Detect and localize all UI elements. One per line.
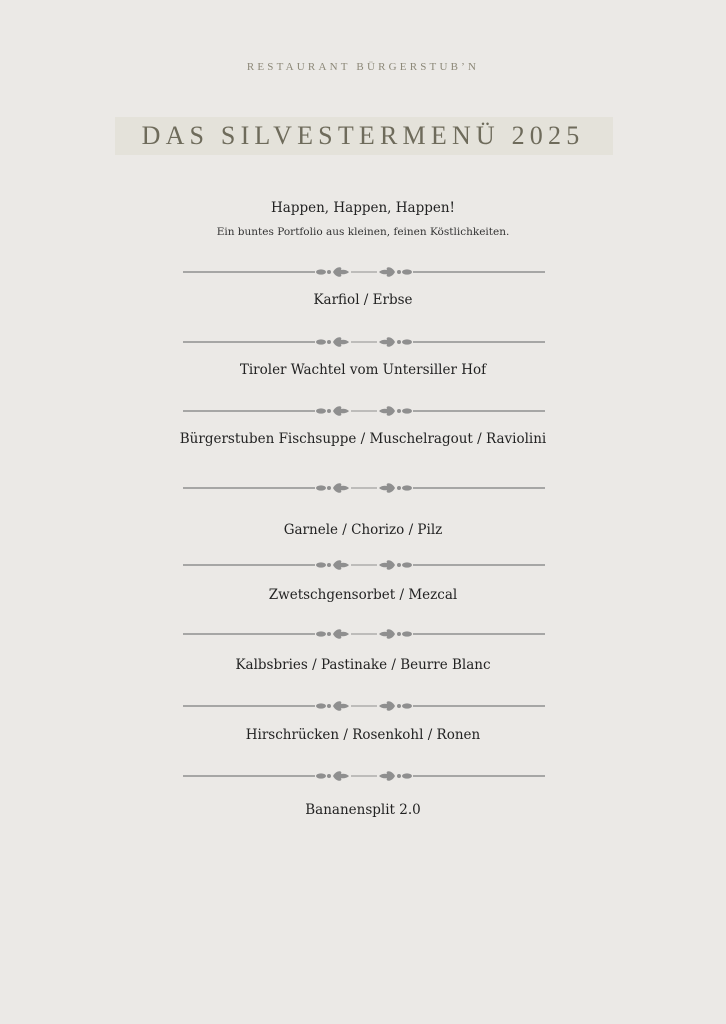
intro-title: Happen, Happen, Happen! (271, 200, 455, 216)
ornament-divider (183, 404, 545, 418)
course-item: Garnele / Chorizo / Pilz (283, 522, 443, 538)
course-item: Hirschrücken / Rosenkohl / Ronen (245, 727, 481, 743)
course-item: Bürgerstuben Fischsuppe / Muschelragout / Raviolini (179, 431, 547, 447)
ornament-divider (183, 769, 545, 783)
course-item: Bananensplit 2.0 (305, 802, 421, 818)
ornament-divider (183, 335, 545, 349)
course-item: Zwetschgensorbet / Mezcal (268, 587, 458, 603)
ornament-divider (183, 481, 545, 495)
course-item: Kalbsbries / Pastinake / Beurre Blanc (235, 657, 491, 673)
menu-title: DAS SILVESTERMENÜ 2025 (141, 121, 585, 150)
ornament-divider (183, 558, 545, 572)
ornament-divider (183, 627, 545, 641)
course-item: Karfiol / Erbse (313, 292, 413, 308)
restaurant-name: RESTAURANT BÜRGERSTUB’N (246, 61, 480, 73)
course-item: Tiroler Wachtel vom Untersiller Hof (239, 362, 487, 378)
ornament-divider (183, 265, 545, 279)
intro-subtitle: Ein buntes Portfolio aus kleinen, feinen Köstlichkeiten. (216, 226, 510, 238)
ornament-divider (183, 699, 545, 713)
